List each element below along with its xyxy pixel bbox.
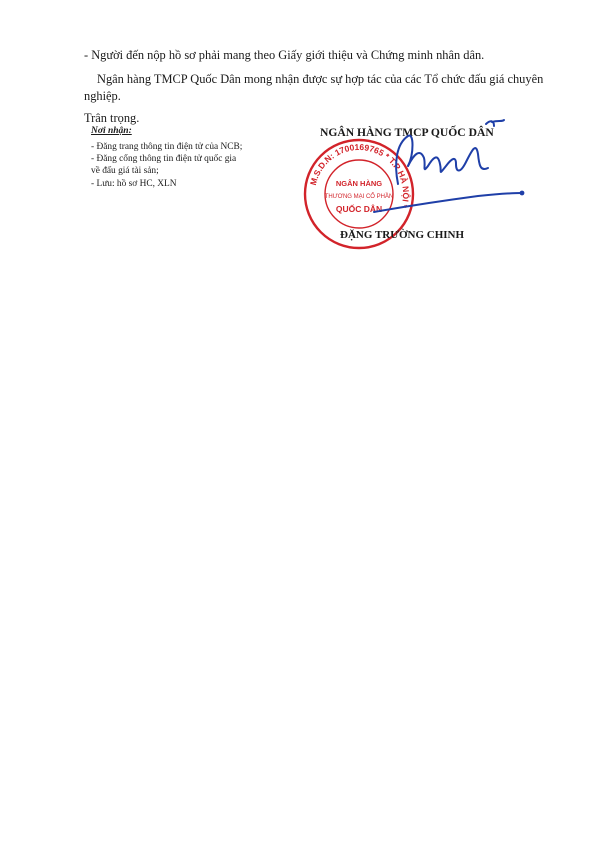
- seal-line-2: THƯƠNG MẠI CỔ PHẦN: [324, 194, 394, 200]
- seal-line-1: NGÂN HÀNG: [335, 179, 383, 188]
- recipient-item: - Đăng cổng thông tin điện tử quốc gia: [91, 154, 237, 165]
- seal-line-3: QUỐC DÂN: [335, 204, 383, 214]
- recipients-title: Nơi nhận:: [91, 126, 132, 136]
- seal-ring-text: M.S.D.N: 1700169765 * T.P HÀ NỘI *: [307, 141, 412, 209]
- cooperation-line: Ngân hàng TMCP Quốc Dân mong nhận được sự hợp tác của các Tổ chức đấu giá chuyên: [97, 72, 544, 86]
- requirement-line: - Người đến nộp hồ sơ phải mang theo Giấy giới thiệu và Chứng minh nhân dân.: [84, 48, 485, 62]
- recipient-item: về đấu giá tài sản;: [91, 166, 159, 177]
- recipients-list: [91, 141, 242, 190]
- handwritten-signature: [368, 114, 528, 224]
- issuing-organization: NGÂN HÀNG TMCP QUỐC DÂN: [320, 126, 494, 139]
- recipient-item: - Đăng trang thông tin điện tử của NCB;: [91, 142, 243, 152]
- cooperation-line-cont: nghiệp.: [84, 89, 121, 103]
- signer-name: ĐẶNG TRƯỜNG CHINH: [340, 229, 465, 241]
- closing-greeting: Trân trọng.: [84, 111, 140, 125]
- recipient-item: - Lưu: hồ sơ HC, XLN: [91, 178, 177, 189]
